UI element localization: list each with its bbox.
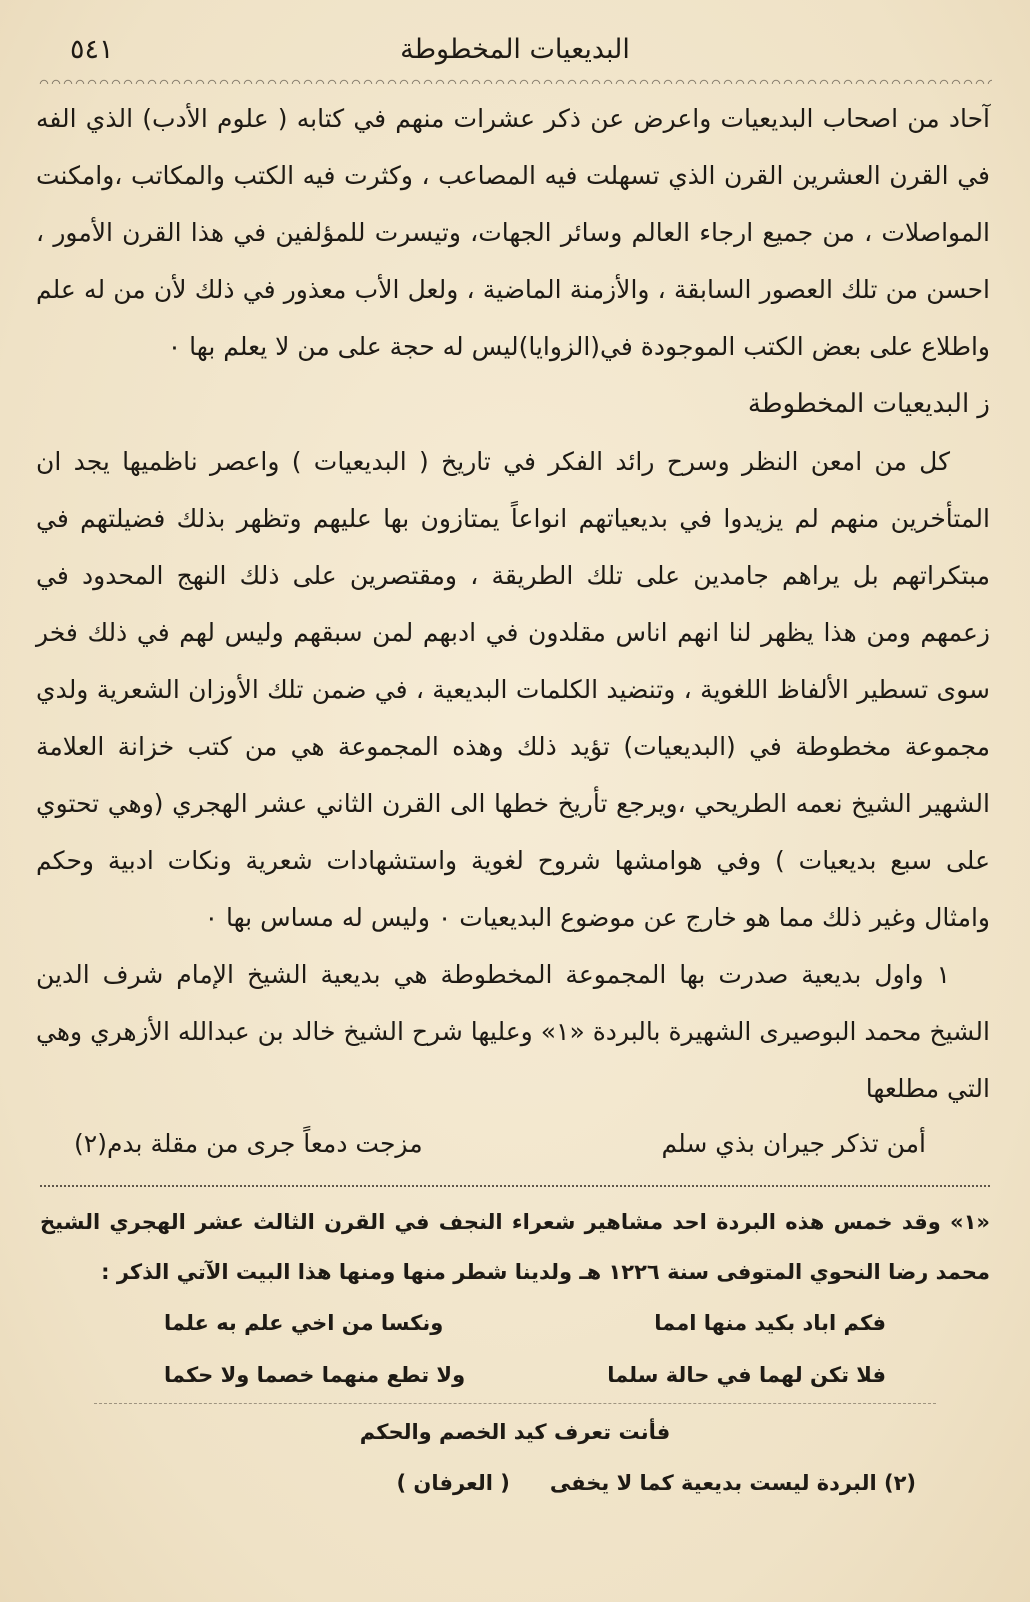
footnote-1: «١» وقد خمس هذه البردة احد مشاهير شعراء النجف في القرن الثالث عشر الهجري الشيخ محمد رضا النحوي المتوفى سنة ١٢٢٦ هـ ولدينا شطر منها ومنها هذا البيت الآتي الذكر : [40,1210,990,1284]
footnote-divider [94,1403,936,1404]
verse-second-hemistich: مزجت دمعاً جرى من مقلة بدم(٢) [74,1129,423,1158]
paragraph-1: آحاد من اصحاب البديعيات واعرض عن ذكر عشرات منهم في كتابه ( علوم الأدب) الذي الفه في القرن العشرين القرن الذي تسهلت فيه المصاعب ، وكثرت فيه الكتب والمكاتب ،وامكنت المواصلات ، من جميع ارجاء العالم وسائر الجهات، وتيسرت للمؤلفين في هذا القرن الأمور ، احسن من تلك العصور السابقة ، والأزمنة الماضية ، ولعل الأب معذور في ذلك لأن من له علم واطلاع على بعض الكتب الموجودة في(الزوايا)ليس له حجة على من لا يعلم بها ٠ [36,104,990,361]
page-number: ٥٤١ [70,34,114,65]
footnote-center-line: فأنت تعرف كيد الخصم والحكم [359,1420,671,1444]
footnote-2 [34,1458,996,1508]
footnote-verse-1-right: فكم اباد بكيد منها امما [654,1311,886,1335]
paragraph-3: ١ واول بديعية صدرت بها المجموعة المخطوطة هي بديعية الشيخ الإمام شرف الدين الشيخ محمد البوصيرى الشهيرة بالبردة «١» وعليها شرح الشيخ خالد بن عبدالله الأزهري وهي التي مطلعها [36,960,990,1103]
header-rule [38,76,992,84]
running-title: البديعيات المخطوطة [400,34,630,65]
footnote-verse-1-left: ونكسا من اخي علم به علما [164,1311,444,1335]
verse-first-hemistich: أمن تذكر جيران بذي سلم [661,1129,926,1158]
verse-line [34,1117,996,1171]
footnote-verse-2-left: ولا تطع منهما خصما ولا حكما [164,1363,466,1387]
footnote-2-source: ( العرفان ) [396,1471,510,1495]
footnote-separator [40,1185,990,1187]
footnote-verse-2-right: فلا تكن لهما في حالة سلما [607,1363,886,1387]
main-text [36,90,990,1117]
footnote-verse-1 [34,1297,996,1349]
footnote-2-text: (٢) البردة ليست بديعية كما لا يخفى [549,1471,916,1495]
running-header [34,28,996,76]
paragraph-2: كل من امعن النظر وسرح رائد الفكر في تاريخ ( البديعيات ) واعصر ناظميها يجد ان المتأخرين منهم لم يزيدوا في بديعياتهم انواعاً يمتازون بها عليهم وتظهر بذلك فضيلتهم في مبتكراتهم بل يراهم جامدين على تلك الطريقة ، ومقتصرين على ذلك النهج المحدود في زعمهم ومن هذا يظهر لنا انهم اناس مقلدون في ادبهم لمن سبقهم وليس لهم في ذلك فخر سوى تسطير الألفاظ اللغوية ، وتنضيد الكلمات البديعية ، في ضمن تلك الأوزان الشعرية ولدي مجموعة مخطوطة في (البديعيات) تؤيد ذلك وهذه المجموعة هي من كتب خزانة العلامة الشهير الشيخ نعمه الطريحي ،ويرجع تأريخ خطها الى القرن الثاني عشر الهجري (وهي تحتوي على سبع بديعيات ) وفي هوامشها شروح لغوية واستشهادات شعرية ونكات ادبية وحكم وامثال وغير ذلك مما هو خارج عن موضوع البديعيات ٠ وليس له مساس بها ٠ [36,447,990,932]
section-heading: ز البديعيات المخطوطة [747,389,990,419]
footnote-verse-2 [34,1349,996,1401]
